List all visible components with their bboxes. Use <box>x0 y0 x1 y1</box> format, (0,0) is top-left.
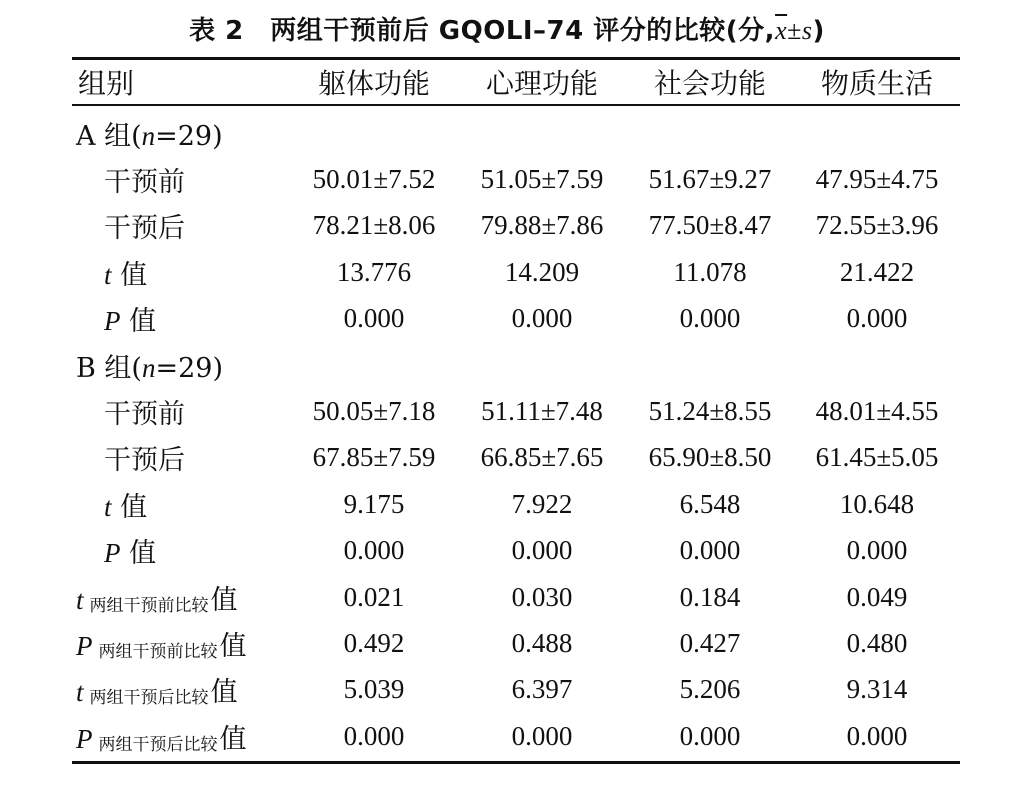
table-title <box>0 14 1014 48</box>
group-label-count: =29) <box>155 352 223 384</box>
table-cell: 0.030 <box>511 581 573 612</box>
row-label-symbol: t <box>104 259 112 290</box>
row-label-subscript: 两组干预前比较 <box>98 641 218 662</box>
table-row <box>72 528 960 574</box>
row-label-subscript: 两组干预后比较 <box>89 688 209 709</box>
row-label-text: 干预前 <box>104 399 185 431</box>
row-label-subscript: 两组干预前比较 <box>89 595 209 616</box>
row-label-text: 值 <box>210 677 238 709</box>
row-label-text: 值 <box>120 538 157 570</box>
table-cell: 6.548 <box>679 488 741 519</box>
table-cell: 0.000 <box>846 720 908 751</box>
table-cell: 11.078 <box>673 256 747 287</box>
table-cell: 51.67±9.27 <box>648 164 772 195</box>
table-row <box>72 249 960 295</box>
row-label <box>72 388 290 434</box>
table-cell: 72.55±3.96 <box>815 210 939 241</box>
group-label <box>72 342 960 388</box>
table-cell: 0.000 <box>343 303 405 334</box>
table-cell: 6.397 <box>511 674 573 705</box>
table-cell: 0.000 <box>846 535 908 566</box>
title-sd-symbol: s <box>801 16 813 45</box>
table-cell: 0.480 <box>846 627 908 658</box>
group-header-row <box>72 342 960 388</box>
row-label-text: 值 <box>111 491 148 523</box>
table-cell: 51.05±7.59 <box>480 164 604 195</box>
row-label-text: 值 <box>219 723 247 755</box>
table-cell: 0.000 <box>511 720 573 751</box>
col-header-group: 组别 <box>78 67 135 100</box>
table-cell: 0.000 <box>511 535 573 566</box>
row-label <box>72 713 290 759</box>
group-label-count: =29) <box>155 120 223 152</box>
row-label <box>72 620 290 666</box>
table-cell: 0.488 <box>511 627 573 658</box>
title-prefix: 表 2 两组干预前后 GQOLI–74 评分的比较(分, <box>189 16 776 46</box>
row-label <box>72 203 290 249</box>
table-row <box>72 156 960 202</box>
row-label-text: 干预后 <box>104 213 185 245</box>
row-label <box>72 667 290 713</box>
bottom-rule <box>72 761 960 764</box>
table-cell: 77.50±8.47 <box>648 210 772 241</box>
table-cell: 0.021 <box>343 581 405 612</box>
row-label-symbol: P <box>104 306 121 337</box>
group-label-prefix: A 组( <box>76 120 142 152</box>
group-label <box>72 110 960 156</box>
table-cell: 21.422 <box>839 256 915 287</box>
row-label <box>72 528 290 574</box>
table-cell: 14.209 <box>504 256 580 287</box>
row-label <box>72 435 290 481</box>
table-cell: 0.427 <box>679 627 741 658</box>
row-label-text: 干预前 <box>104 167 185 199</box>
table-cell: 78.21±8.06 <box>312 210 436 241</box>
table-cell: 51.11±7.48 <box>481 396 603 427</box>
table-cell: 0.000 <box>343 720 405 751</box>
comparison-row <box>72 667 960 713</box>
table-cell: 7.922 <box>511 488 573 519</box>
row-label-symbol: P <box>76 723 93 754</box>
table-cell: 0.000 <box>679 720 741 751</box>
table-cell: 0.000 <box>679 535 741 566</box>
table-cell: 9.175 <box>343 488 405 519</box>
row-label-subscript: 两组干预后比较 <box>98 734 218 755</box>
table-cell: 0.492 <box>343 627 405 658</box>
title-mean-symbol: $\overline{x}$ <box>775 16 788 45</box>
table-cell: 0.000 <box>343 535 405 566</box>
group-label-n: n <box>141 352 156 383</box>
row-label <box>72 156 290 202</box>
table-cell: 65.90±8.50 <box>648 442 772 473</box>
table-cell: 50.05±7.18 <box>312 396 436 427</box>
col-header-physical: 躯体功能 <box>317 67 430 100</box>
table-row <box>72 481 960 527</box>
table-row <box>72 296 960 342</box>
title-suffix: ) <box>812 16 825 46</box>
row-label-symbol: P <box>104 538 121 569</box>
table-cell: 0.000 <box>679 303 741 334</box>
comparison-row <box>72 713 960 759</box>
row-label <box>72 574 290 620</box>
row-label-text: 干预后 <box>104 445 185 477</box>
table-cell: 79.88±7.86 <box>480 210 604 241</box>
results-table <box>72 60 960 759</box>
group-label-n: n <box>141 120 156 151</box>
table-cell: 0.000 <box>846 303 908 334</box>
row-label-symbol: P <box>76 630 93 661</box>
table-row <box>72 435 960 481</box>
table-cell: 0.000 <box>511 303 573 334</box>
col-header-material: 物质生活 <box>820 67 933 100</box>
row-label <box>72 481 290 527</box>
header-row <box>72 60 960 104</box>
col-header-psychological: 心理功能 <box>485 67 598 100</box>
row-label-symbol: t <box>76 584 84 615</box>
row-label-text: 值 <box>120 306 157 338</box>
table-cell: 13.776 <box>336 256 412 287</box>
group-header-row <box>72 110 960 156</box>
table-body <box>72 104 960 759</box>
table-cell: 0.184 <box>679 581 741 612</box>
row-label-text: 值 <box>219 630 247 662</box>
table-cell: 61.45±5.05 <box>815 442 939 473</box>
table-cell: 5.206 <box>679 674 741 705</box>
table-cell: 47.95±4.75 <box>815 164 939 195</box>
row-label-text: 值 <box>210 584 238 616</box>
title-plus-minus: ± <box>787 16 802 45</box>
comparison-row <box>72 574 960 620</box>
row-label <box>72 249 290 295</box>
table-cell: 10.648 <box>839 488 915 519</box>
row-label-symbol: t <box>104 491 112 522</box>
table-cell: 67.85±7.59 <box>312 442 436 473</box>
table-cell: 51.24±8.55 <box>648 396 772 427</box>
col-header-social: 社会功能 <box>653 67 766 100</box>
table-cell: 50.01±7.52 <box>312 164 436 195</box>
table-cell: 9.314 <box>846 674 908 705</box>
row-label-symbol: t <box>76 677 84 708</box>
row-label-text: 值 <box>111 259 148 291</box>
table-cell: 66.85±7.65 <box>480 442 604 473</box>
group-label-prefix: B 组( <box>76 352 142 384</box>
table-cell: 5.039 <box>343 674 405 705</box>
table-cell: 0.049 <box>846 581 908 612</box>
table-row <box>72 203 960 249</box>
table-row <box>72 388 960 434</box>
table-cell: 48.01±4.55 <box>815 396 939 427</box>
row-label <box>72 296 290 342</box>
comparison-row <box>72 620 960 666</box>
